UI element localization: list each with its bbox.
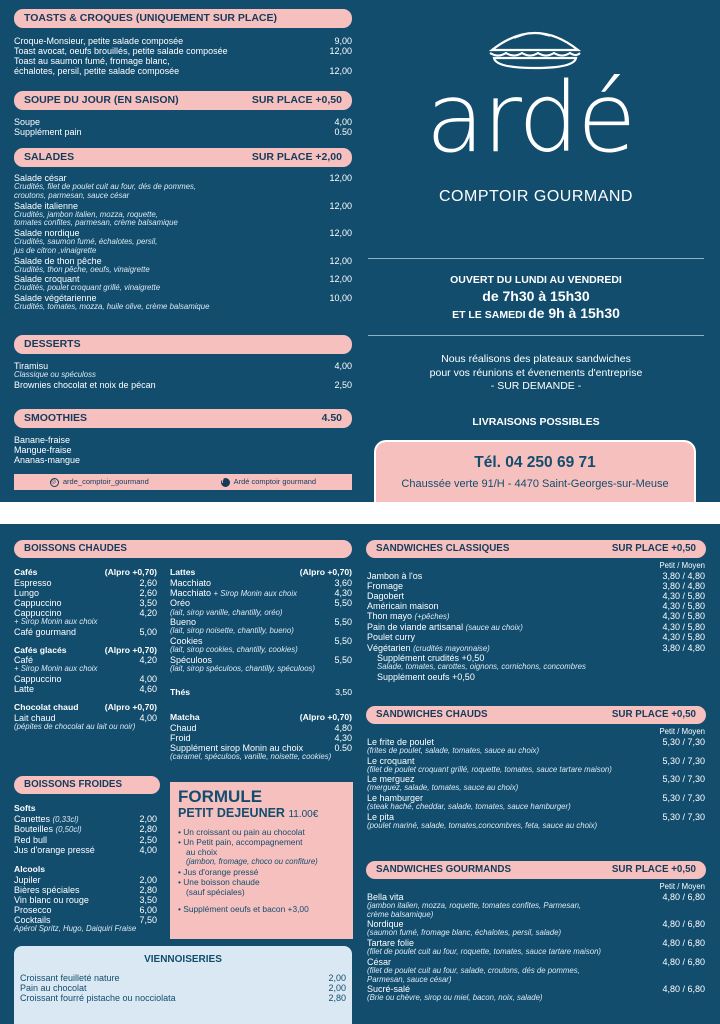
list-item: Oréo 5,50 (lait, sirop vanille, chantilly, oréo) [170, 598, 352, 617]
address: Chaussée verte 91/H - 4470 Saint-Georges-sur-Meuse [401, 478, 669, 491]
list-item: Salade italienne 12,00 Crudités, jambon italien, mozza, roquette, tomates confites, parmesan, crème balsamique [14, 200, 352, 228]
list-item: Cookies 5,50 (lait, sirop cookies, chantilly, cookies) [170, 636, 352, 655]
list-item: Red bull 2,50 [14, 835, 157, 846]
facebook-link[interactable]: f Ardé comptoir gourmand [221, 476, 317, 486]
lattes-list: Lattes (Alpro +0,70) Macchiato 3,60 Macchiato + Sirop Monin aux choix 4,30 Oréo 5,50 (lait, sirop vanille, chantilly, oréo) Bueno 5,50 (lait, sirop noisette, chantilly, bueno) Cookies 5,50 (lait, sirop cookies, chantilly, cookies) Spéculoos 5,50 (lait, sirop spéculoos, chantilly, spéculoos) Thés 3,50 Matcha (Alpro +0,70) Chaud 4,80 Froid 4,30 Supplément sirop Monin au choix 0.50 (caramel, spéculoos, vanille, noisette, cookies) [170, 567, 352, 762]
list-item: Pain de viande artisanal (sauce au choix) 4,30 / 5,80 [367, 621, 705, 632]
list-item: Dagobert 4,30 / 5,80 [367, 590, 705, 601]
list-item: Brownies chocolat et noix de pécan 2,50 [14, 379, 352, 390]
list-item: Spéculoos 5,50 (lait, sirop spéculoos, chantilly, spéculoos) [170, 654, 352, 673]
list-item: Café 4,20 [14, 655, 157, 666]
smoothies-list [14, 435, 352, 465]
toasts-title: TOASTS & CROQUES (UNIQUEMENT SUR PLACE) [24, 11, 277, 24]
sandwiches-gourmands-header: SANDWICHES GOURMANDS SUR PLACE +0,50 [366, 861, 706, 879]
list-item: échalotes, persil, petite salade composée 12,00 [14, 66, 352, 77]
list-item: Salade de thon pêche 12,00 Crudités, thon pêche, oeufs, vinaigrette [14, 255, 352, 274]
list-item: Vin blanc ou rouge 3,50 [14, 895, 157, 905]
list-item: Le pita 5,30 / 7,30 (poulet mariné, salade, tomates,concombres, feta, sauce au choix) [367, 811, 705, 830]
menu-top-panel [0, 0, 720, 502]
list-item: Jambon à l'os 3,80 / 4,80 [367, 570, 705, 581]
list-item: Salade nordique 12,00 Crudités, saumon fumé, échalotes, persil, jus de citron ,vinaigrette [14, 228, 352, 255]
list-item: Macchiato + Sirop Monin aux choix 4,30 [170, 587, 352, 598]
toasts-header [14, 9, 352, 28]
instagram-icon: ◎ [50, 478, 59, 487]
menu-bottom-panel [0, 524, 720, 1024]
contact-card [374, 440, 696, 502]
salades-list [14, 173, 352, 312]
list-item: Nordique 4,80 / 6,80 (saumon fumé, fromage blanc, échalotes, persil, salade) [367, 919, 705, 938]
salades-header: SALADES SUR PLACE +2,00 [14, 148, 352, 167]
list-item: Jus d'orange pressé 4,00 [14, 845, 157, 856]
opening-hours: OUVERT DU LUNDI AU VENDREDI de 7h30 à 15h30 ET LE SAMEDI de 9h à 15h30 [450, 274, 622, 322]
list-item: Cocktails 7,50 [14, 915, 157, 926]
list-item: Lait chaud 4,00 [14, 712, 157, 723]
list-item: Banane-fraise [14, 435, 71, 445]
list-item: Le merguez 5,30 / 7,30 (merguez, salade, tomates, sauce au choix) [367, 774, 705, 793]
facebook-icon: f [221, 478, 230, 487]
list-item: Jupiler 2,00 [14, 874, 157, 885]
list-item: Canettes (0,33cl) 2,00 [14, 813, 157, 824]
froides-list: Softs Canettes (0,33cl) 2,00 Bouteilles (0,50cl) 2,80 Red bull 2,50 Jus d'orange pressé 4,00 Alcools Jupiler 2,00 Bières spéciales 2,80 Vin blanc ou rouge 3,50 Prosecco 6,00 Cocktails 7,50 Apérol Spritz, Hugo, Daiquiri Fraise [14, 803, 157, 934]
list-item: Thon mayo (+pêches) 4,30 / 5,80 [367, 611, 705, 622]
desserts-header: DESSERTS [14, 335, 352, 354]
cafes-list: Cafés (Alpro +0,70) Espresso 2,60 Lungo 2,60 Cappuccino 3,50 Cappuccino 4,20 + Sirop Monin aux choix Café gourmand 5,00 Cafés glacés (Alpro +0,70) Café 4,20 + Sirop Monin aux choix Cappuccino 4,00 Latte 4,60 Chocolat chaud (Alpro +0,70) Lait chaud 4,00 (pépites de chocolat au lait ou noir) [14, 567, 157, 732]
list-item: Tartare folie 4,80 / 6,80 (filet de poulet cuit au four, roquette, tomates, sauce tartare maison) [367, 938, 705, 957]
list-item: César 4,80 / 6,80 (filet de poulet cuit au four, salade, croutons, dés de pommes, Parmesan, sauce césar) [367, 956, 705, 984]
list-item: Cappuccino 4,20 [14, 607, 157, 618]
list-item: Fromage 3,80 / 4,80 [367, 580, 705, 591]
list-item: Bouteilles (0,50cl) 2,80 [14, 824, 157, 835]
list-item: Macchiato 3,60 [170, 577, 352, 588]
list-item: Cappuccino 3,50 [14, 597, 157, 608]
list-item: Toast avocat, oeufs brouillés, petite salade composée 12,00 [14, 46, 352, 57]
list-item: Latte 4,60 [14, 684, 157, 695]
list-item: Espresso 2,60 [14, 577, 157, 588]
list-item: Salade césar 12,00 Crudités, filet de poulet cuit au four, dés de pommes, croutons, parmesan, sauce césar [14, 173, 352, 200]
list-item: Froid 4,30 [170, 732, 352, 743]
instagram-link[interactable]: ◎ arde_comptoir_gourmand [50, 476, 149, 486]
chauds-list: Petit / Moyen Le frite de poulet 5,30 / 7,30 (frites de poulet, salade, tomates, sauce au choix) Le croquant 5,30 / 7,30 (filet de poulet croquant grillé, roquette, tomates, sauce tartare maison) Le merguez 5,30 / 7,30 (merguez, salade, tomates, sauce au choix) Le hamburger 5,30 / 7,30 (steak haché, cheddar, salade, tomates, sauce hamburger) Le pita 5,30 / 7,30 (poulet mariné, salade, tomates,concombres, feta, sauce au choix) [367, 727, 705, 830]
list-item: Tiramisu 4,00 Classique ou spéculoss [14, 361, 352, 380]
list-item: Café gourmand 5,00 [14, 626, 157, 637]
divider [368, 335, 704, 336]
soupe-list [14, 117, 352, 137]
list-item: Le hamburger 5,30 / 7,30 (steak haché, cheddar, salade, tomates, sauce hamburger) [367, 793, 705, 812]
smoothies-header: SMOOTHIES 4.50 [14, 409, 352, 428]
formule-box: FORMULE PETIT DEJEUNER 11.00€ • Un croissant ou pain au chocolat • Un Petit pain, accompagnement au choix (jambon, fromage, choco ou confiture) • Jus d'orange pressé • Une boisson chaude (sauf spéciales) • Supplément oeufs et bacon +3,00 [170, 782, 353, 939]
list-item: Sucré-salé 4,80 / 6,80 (Brie ou chèvre, sirop ou miel, bacon, noix, salade) [367, 984, 705, 1003]
list-item: Chaud 4,80 [170, 722, 352, 733]
list-item: Cappuccino 4,00 [14, 674, 157, 685]
trays-info: Nous réalisons des plateaux sandwiches pour vos réunions et évenements d'entreprise - SUR DEMANDE - [429, 353, 643, 393]
classiques-list: Petit / Moyen Jambon à l'os 3,80 / 4,80 Fromage 3,80 / 4,80 Dagobert 4,30 / 5,80 Américain maison 4,30 / 5,80 Thon mayo (+pêches) 4,30 / 5,80 Pain de viande artisanal (sauce au choix) 4,30 / 5,80 Poulet curry 4,30 / 5,80 Végétarien (crudités mayonnaise) 3,80 / 4,80 Supplément crudités +0,50 Salade, tomates, carottes, oignons, cornichons, concombres Supplément oeufs +0,50 [367, 561, 705, 683]
list-item: Le frite de poulet 5,30 / 7,30 (frites de poulet, salade, tomates, sauce au choix) [367, 736, 705, 755]
list-item: Supplément pain 0.50 [14, 127, 352, 138]
list-item: Végétarien (crudités mayonnaise) 3,80 / 4,80 [367, 642, 705, 653]
boissons-chaudes-header: BOISSONS CHAUDES [14, 540, 352, 558]
phone-number[interactable]: Tél. 04 250 69 71 [474, 454, 596, 471]
list-item: Soupe 4,00 [14, 117, 352, 127]
list-item: Prosecco 6,00 [14, 905, 157, 916]
list-item: Croissant fourré pistache ou nocciolata 2,80 [20, 993, 346, 1004]
list-item: Lungo 2,60 [14, 587, 157, 598]
sandwiches-classiques-header: SANDWICHES CLASSIQUES SUR PLACE +0,50 [366, 540, 706, 558]
delivery-label: LIVRAISONS POSSIBLES [472, 416, 600, 428]
list-item: Bella vita 4,80 / 6,80 (jambon italien, mozza, roquette, tomates confites, Parmesan, crème balsamique) [367, 891, 705, 919]
list-item: Le croquant 5,30 / 7,30 (filet de poulet croquant grillé, roquette, tomates, sauce tartare maison) [367, 755, 705, 774]
list-item: Supplément sirop Monin au choix 0.50 [170, 743, 352, 754]
list-item: Croissant feuilleté nature 2,00 [20, 973, 346, 984]
brand-logo: ardé [425, 62, 635, 174]
list-item: Pain au chocolat 2,00 [20, 983, 346, 994]
social-bar [14, 474, 352, 490]
list-item: Toast au saumon fumé, fromage blanc, [14, 56, 170, 67]
list-item: Croque-Monsieur, petite salade composée 9,00 [14, 36, 352, 46]
list-item: Ananas-mangue [14, 455, 81, 466]
list-item: Bières spéciales 2,80 [14, 884, 157, 895]
soupe-header: SOUPE DU JOUR (EN SAISON) SUR PLACE +0,50 [14, 91, 352, 110]
list-item: Mangue-fraise [14, 445, 72, 456]
list-item: Salade végétarienne 10,00 Crudités, tomates, mozza, huile olive, crème balsamique [14, 293, 352, 312]
boissons-froides-header: BOISSONS FROIDES [14, 776, 160, 794]
toasts-list [14, 36, 352, 76]
viennoiseries-box: VIENNOISERIES Croissant feuilleté nature 2,00 Pain au chocolat 2,00 Croissant fourré pistache ou nocciolata 2,80 [14, 946, 352, 1024]
divider [368, 258, 704, 259]
sandwiches-chauds-header: SANDWICHES CHAUDS SUR PLACE +0,50 [366, 706, 706, 724]
list-item: Bueno 5,50 (lait, sirop noisette, chantilly, bueno) [170, 617, 352, 636]
list-item: Poulet curry 4,30 / 5,80 [367, 632, 705, 643]
brand-tagline: COMPTOIR GOURMAND [439, 188, 633, 205]
gourmands-list: Petit / Moyen Bella vita 4,80 / 6,80 (jambon italien, mozza, roquette, tomates confites, Parmesan, crème balsamique) Nordique 4,80 / 6,80 (saumon fumé, fromage blanc, échalotes, persil, salade) Tartare folie 4,80 / 6,80 (filet de poulet cuit au four, roquette, tomates, sauce tartare maison) César 4,80 / 6,80 (filet de poulet cuit au four, salade, croutons, dés de pommes, Parmesan, sauce césar) Sucré-salé 4,80 / 6,80 (Brie ou chèvre, sirop ou miel, bacon, noix, salade) [367, 882, 705, 1003]
desserts-list [14, 361, 352, 390]
list-item: Américain maison 4,30 / 5,80 [367, 600, 705, 611]
list-item: Salade croquant 12,00 Crudités, poulet croquant grillé, vinaigrette [14, 274, 352, 293]
fold-gap [0, 502, 720, 524]
